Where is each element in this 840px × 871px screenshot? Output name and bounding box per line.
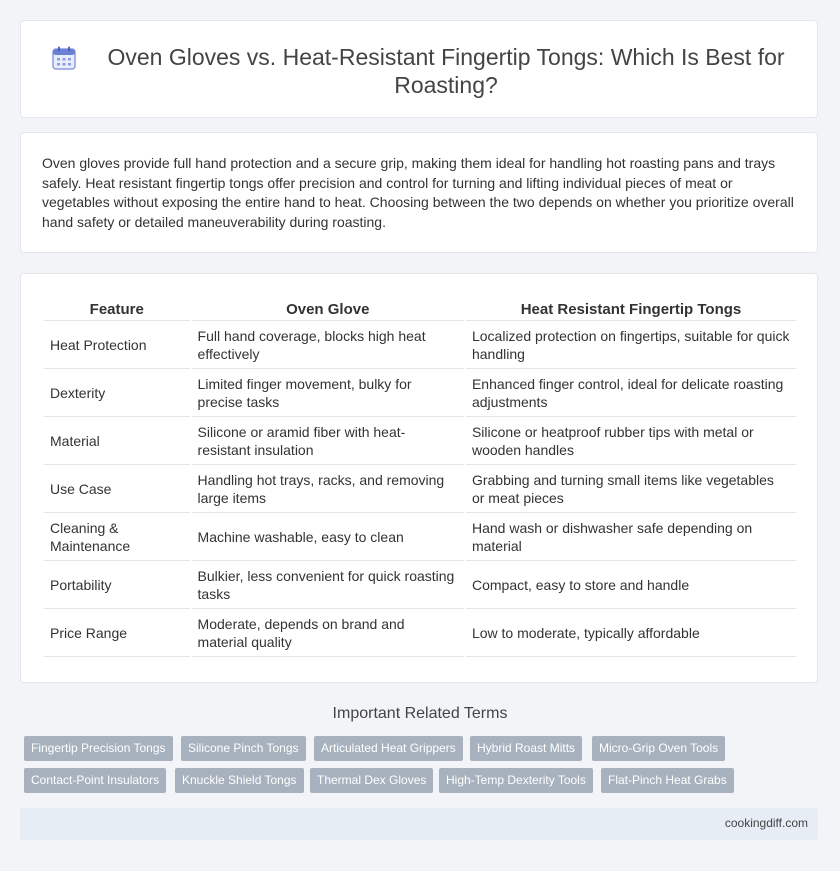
related-term-tag[interactable]: Fingertip Precision Tongs [24,736,173,761]
oven-glove-cell: Machine washable, easy to clean [192,513,464,561]
table-row [44,369,796,417]
oven-glove-cell: Handling hot trays, racks, and removing large items [192,465,464,513]
related-term-tag[interactable]: Articulated Heat Grippers [314,736,463,761]
comparison-table [42,296,798,657]
footer-site-link[interactable]: cookingdiff.com [724,816,808,830]
footer [20,808,818,840]
oven-glove-cell: Full hand coverage, blocks high heat effectively [192,321,464,369]
oven-glove-cell: Silicone or aramid fiber with heat-resistant insulation [192,417,464,465]
table-row [44,465,796,513]
table-row [44,513,796,561]
related-term-tag[interactable]: Flat-Pinch Heat Grabs [601,768,734,793]
header-card [20,20,818,118]
intro-text: Oven gloves provide full hand protection and a secure grip, making them ideal for handling hot roasting pans and trays safely. Heat resistant fingertip tongs offer precision and control for turning and lifting individual pieces of meat or vegetables without exposing the entire hand to heat. Choosing between the two depends on whether you prioritize overall hand safety or detailed maneuverability during roasting. [42,155,794,230]
related-term-tag[interactable]: Knuckle Shield Tongs [175,768,304,793]
feature-cell: Dexterity [44,369,190,417]
header-feature: Feature [44,296,190,321]
page-title: Oven Gloves vs. Heat-Resistant Fingertip Tongs: Which Is Best for Roasting? [107,44,785,98]
feature-cell: Portability [44,561,190,609]
tongs-cell: Localized protection on fingertips, suitable for quick handling [466,321,796,369]
feature-cell: Cleaning & Maintenance [44,513,190,561]
oven-glove-cell: Bulkier, less convenient for quick roasting tasks [192,561,464,609]
table-header-row [44,296,796,321]
related-term-tag[interactable]: Micro-Grip Oven Tools [592,736,725,761]
tongs-cell: Grabbing and turning small items like vegetables or meat pieces [466,465,796,513]
table-row [44,321,796,369]
tongs-cell: Hand wash or dishwasher safe depending on material [466,513,796,561]
tongs-cell: Compact, easy to store and handle [466,561,796,609]
feature-cell: Price Range [44,609,190,657]
oven-glove-cell: Moderate, depends on brand and material quality [192,609,464,657]
comparison-card [20,273,818,683]
header-oven-glove: Oven Glove [192,296,464,321]
feature-cell: Use Case [44,465,190,513]
related-term-tag[interactable]: Contact-Point Insulators [24,768,166,793]
related-term-tag[interactable]: Thermal Dex Gloves [310,768,433,793]
table-row [44,417,796,465]
calendar-icon [51,45,77,71]
table-row [44,561,796,609]
tongs-cell: Low to moderate, typically affordable [466,609,796,657]
tongs-cell: Enhanced finger control, ideal for delicate roasting adjustments [466,369,796,417]
feature-cell: Material [44,417,190,465]
tongs-cell: Silicone or heatproof rubber tips with metal or wooden handles [466,417,796,465]
feature-cell: Heat Protection [44,321,190,369]
related-term-tag[interactable]: Hybrid Roast Mitts [470,736,582,761]
oven-glove-cell: Limited finger movement, bulky for precise tasks [192,369,464,417]
related-term-tag[interactable]: High-Temp Dexterity Tools [439,768,593,793]
related-term-tag[interactable]: Silicone Pinch Tongs [181,736,306,761]
header-fingertip-tongs: Heat Resistant Fingertip Tongs [466,296,796,321]
related-terms-title: Important Related Terms [332,705,508,722]
table-row [44,609,796,657]
intro-card [20,132,818,253]
